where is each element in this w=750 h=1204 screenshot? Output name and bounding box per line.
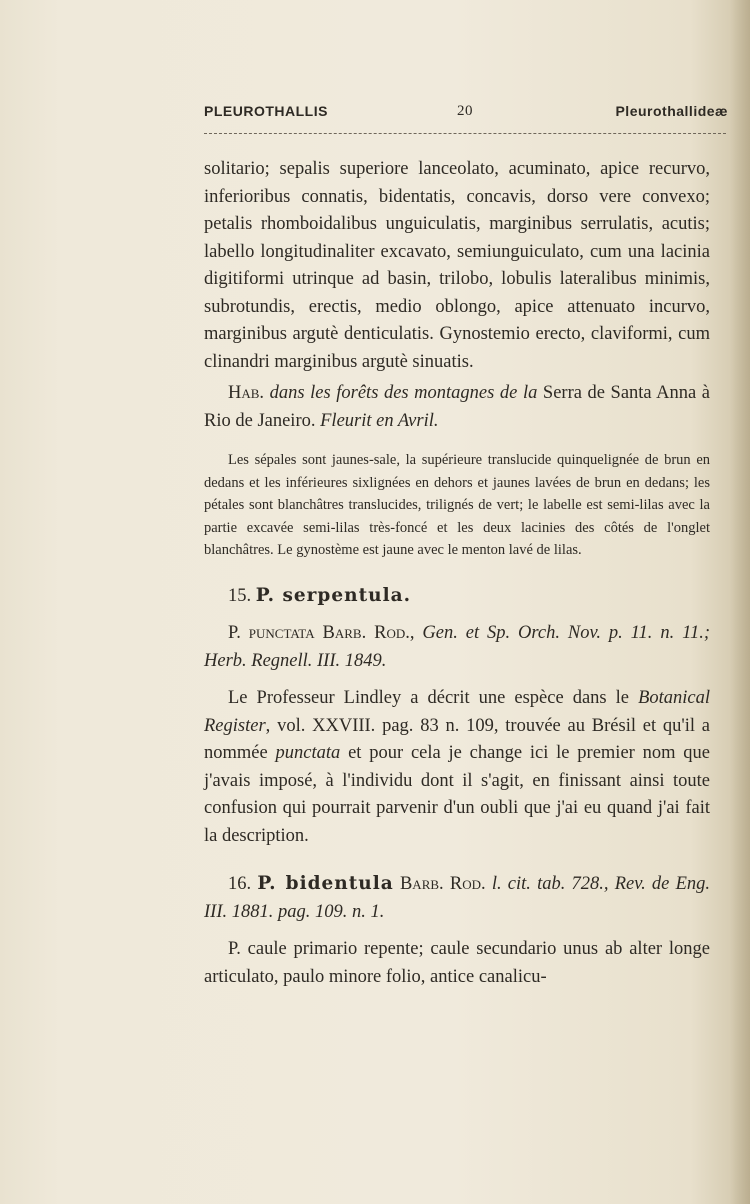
header-rule	[204, 133, 726, 134]
synonym-name: P. punctata	[228, 623, 315, 643]
habitat-label: Hab.	[228, 383, 265, 403]
species-16-name: P. bidentula	[257, 873, 394, 894]
flowering-time: Fleurit en Avril.	[320, 410, 439, 431]
species-16-heading	[204, 870, 710, 926]
header-tribe: Pleurothallideæ	[615, 103, 728, 119]
species-15-remark	[204, 685, 710, 850]
species-15-number: 15.	[228, 585, 252, 606]
habitat-locality: Serra de Santa Anna à Rio de Janeiro.	[204, 383, 711, 431]
page-body	[204, 156, 710, 991]
remark-text-3: et pour cela je change ici le premier nom que j'avais imposé, à l'individu dont il s'agit, en finissant ainsi toute confusion qui pourrait parvenir d'un oubli que j'ai eu quand j'ai fait la description.	[204, 743, 711, 846]
species-15-heading	[204, 582, 710, 611]
remark-text-1: Le Professeur Lindley a décrit une espèce dans le	[228, 688, 630, 708]
synonym-reference: Gen. et Sp. Orch. Nov. p. 11. n. 11.; Herb. Regnell. III. 1849.	[204, 623, 711, 671]
species-15-name: P. serpentula.	[255, 584, 412, 606]
habitat-paragraph	[204, 380, 710, 435]
description-paragraph: solitario; sepalis superiore lanceolato, acuminato, apice recurvo, inferioribus connatis, bidentatis, concavis, dorso vere convexo; petalis rhomboidalibus unguiculatis, marginibus serrulatis, acutis; labello longitudinaliter excavato, semiunguiculato, cum una lacinia digitiformi utrinque ad basin, trilobo, lobulis lateralibus minimis, subrotundis, erectis, medio oblongo, apice attenuato incurvo, marginibus argutè denticulatis. Gynostemio erecto, claviformi, cum clinandri marginibus argutè sinuatis.	[204, 159, 710, 372]
species-16-description: P. caule primario repente; caule secundario unus ab alter longe articulato, paulo minore folio, antice canalicu-	[204, 939, 710, 987]
page-edge-shadow	[730, 0, 750, 1204]
species-15-synonym	[204, 620, 710, 675]
running-header	[204, 103, 728, 125]
header-genus: PLEUROTHALLIS	[204, 103, 328, 119]
habitat-italic: dans les forêts des montagnes de la	[269, 383, 538, 403]
species-16-reference: l. cit. tab. 728., Rev. de Eng. III. 1881. pag. 109. n. 1.	[204, 874, 711, 922]
remark-text-2: , vol. XXVIII. pag. 83 n. 109, trouvée au Brésil et qu'il a nommée	[204, 715, 710, 763]
page-number: 20	[457, 103, 473, 119]
remark-journal: Botanical Register	[204, 688, 710, 736]
species-16-author: Barb. Rod.	[399, 874, 486, 894]
synonym-author: Barb. Rod.,	[322, 623, 415, 643]
color-note: Les sépales sont jaunes-sale, la supérieure translucide quinquelignée de brun en dedans et les inférieures sixlignées en dehors et jaunes lavées de brun en dedans; les pétales sont blanchâtres translucides, trilignés de vert; le labelle est semi-lilas avec la partie excavée semi-lilas très-foncé et les deux lacinies des côtés de l'onglet blanchâtres. Le gynostème est jaune avec le menton lavé de lilas.	[204, 452, 710, 558]
species-16-number: 16.	[228, 874, 252, 894]
remark-epithet: punctata	[275, 743, 341, 763]
